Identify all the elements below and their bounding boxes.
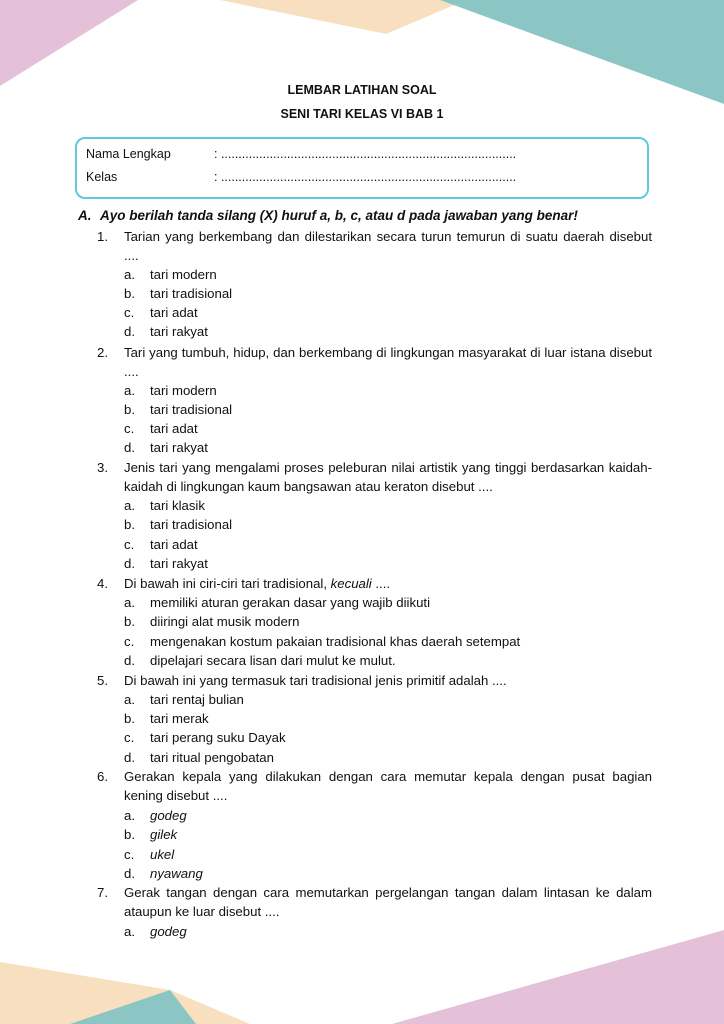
option-text: tari modern [150,267,217,282]
option-letter: b. [124,286,135,301]
option-item[interactable] [124,748,274,767]
question-text: Gerak tangan dengan cara memutarkan pergelangan tangan dalam lintasan ke dalam ataupun ke luar disebut .... [124,885,652,920]
option-text: dipelajari secara lisan dari mulut ke mulut. [150,653,396,668]
question-text [124,574,652,593]
option-item[interactable] [124,864,203,883]
class-field[interactable]: : ..................................................................................... [214,170,517,184]
option-item[interactable] [124,554,208,573]
option-item[interactable] [124,632,520,651]
option-text: godeg [150,924,187,939]
identity-box [75,137,649,199]
question-text: Tari yang tumbuh, hidup, dan berkembang di lingkungan masyarakat di luar istana disebut .... [124,345,652,380]
option-text: godeg [150,808,187,823]
option-text: memiliki aturan gerakan dasar yang wajib diikuti [150,595,431,610]
option-item[interactable] [124,322,208,341]
question-number: 6. [97,769,108,784]
option-letter: d. [124,750,135,765]
question-text: Jenis tari yang mengalami proses peleburan nilai artistik yang tinggi berdasarkan kaidah-kaidah di lingkungan kaum bangsawan atau keraton disebut .... [124,460,652,495]
section-instruction [78,208,578,223]
option-item[interactable] [124,593,430,612]
option-text: tari ritual pengobatan [150,750,274,765]
option-letter: d. [124,653,135,668]
option-letter: a. [124,383,135,398]
option-text: tari modern [150,383,217,398]
option-text: tari rakyat [150,556,208,571]
document-subtitle: SENI TARI KELAS VI BAB 1 [280,107,444,121]
option-text: tari tradisional [150,402,233,417]
option-text: tari klasik [150,498,205,513]
option-letter: d. [124,440,135,455]
option-item[interactable] [124,806,187,825]
option-letter: c. [124,730,135,745]
option-item[interactable] [124,284,232,303]
option-item[interactable] [124,612,300,631]
option-text: gilek [150,827,178,842]
option-text: tari adat [150,537,198,552]
deco-shape-peach-top [220,0,466,34]
option-text: diiringi alat musik modern [150,614,300,629]
option-letter: a. [124,924,135,939]
option-letter: c. [124,847,135,862]
option-text: tari adat [150,421,198,436]
option-item[interactable] [124,845,174,864]
option-letter: a. [124,595,135,610]
option-item[interactable] [124,922,187,941]
option-item[interactable] [124,496,205,515]
option-text: ukel [150,847,175,862]
option-text: nyawang [150,866,203,881]
question-text: Gerakan kepala yang dilakukan dengan cara memutar kepala dengan pusat bagian kening disebut .... [124,769,652,804]
class-label: Kelas [86,170,118,184]
option-item[interactable] [124,515,232,534]
option-letter: b. [124,517,135,532]
option-letter: b. [124,614,135,629]
option-item[interactable] [124,651,396,670]
section-instruction-text: Ayo berilah tanda silang (X) huruf a, b, c, atau d pada jawaban yang benar! [100,208,578,223]
option-letter: b. [124,402,135,417]
option-letter: a. [124,267,135,282]
option-text: tari perang suku Dayak [150,730,286,745]
option-text: tari merak [150,711,209,726]
question-number: 1. [97,229,108,244]
option-text: tari tradisional [150,517,233,532]
question-number: 7. [97,885,108,900]
option-item[interactable] [124,381,217,400]
option-text: tari rentaj bulian [150,692,244,707]
class-row [86,170,516,184]
deco-shape-pink-top [0,0,138,86]
section-letter: A. [78,208,92,223]
option-item[interactable] [124,419,198,438]
option-item[interactable] [124,535,198,554]
question-text: Tarian yang berkembang dan dilestarikan secara turun temurun di suatu daerah disebut .... [124,229,652,264]
option-letter: a. [124,808,135,823]
document-title: LEMBAR LATIHAN SOAL [287,83,437,97]
question-text-part: .... [371,576,391,591]
name-field[interactable]: : ..................................................................................... [214,147,517,161]
option-text: tari rakyat [150,440,208,455]
option-letter: c. [124,305,135,320]
option-letter: b. [124,711,135,726]
option-text: mengenakan kostum pakaian tradisional khas daerah setempat [150,634,521,649]
question-number: 2. [97,345,108,360]
option-letter: b. [124,827,135,842]
option-letter: a. [124,692,135,707]
question-number: 4. [97,576,108,591]
option-letter: d. [124,866,135,881]
option-letter: d. [124,324,135,339]
deco-shape-pink-bottom [392,930,724,1024]
question-number: 5. [97,673,108,688]
option-item[interactable] [124,400,232,419]
option-item[interactable] [124,690,244,709]
name-label: Nama Lengkap [86,147,171,161]
question-text-emphasis: kecuali [330,576,372,591]
option-item[interactable] [124,709,209,728]
option-letter: d. [124,556,135,571]
option-letter: c. [124,421,135,436]
option-letter: c. [124,634,135,649]
name-row [86,147,516,161]
option-item[interactable] [124,438,208,457]
question-text-part: Di bawah ini ciri-ciri tari tradisional, [124,576,331,591]
option-letter: c. [124,537,135,552]
question-number: 3. [97,460,108,475]
question-text: Di bawah ini yang termasuk tari tradisional jenis primitif adalah .... [124,673,507,688]
option-text: tari rakyat [150,324,208,339]
option-item[interactable] [124,303,198,322]
option-text: tari tradisional [150,286,233,301]
option-text: tari adat [150,305,198,320]
option-letter: a. [124,498,135,513]
option-item[interactable] [124,825,177,844]
option-item[interactable] [124,265,217,284]
option-item[interactable] [124,728,286,747]
